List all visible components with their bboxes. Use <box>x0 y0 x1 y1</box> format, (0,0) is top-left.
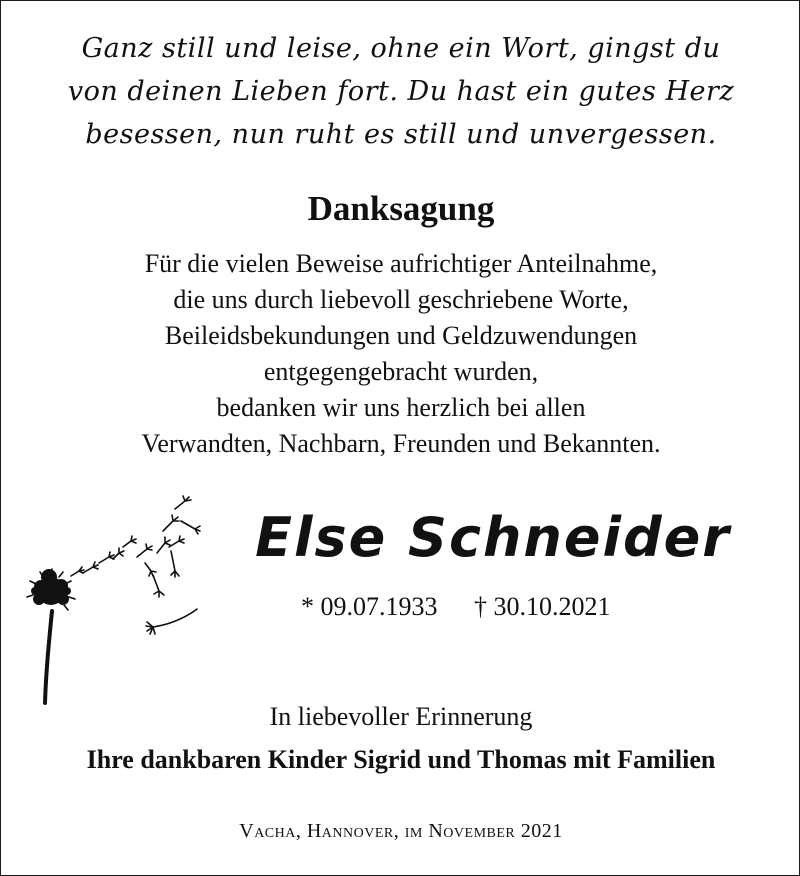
family-signature: Ihre dankbaren Kinder Sigrid und Thomas mit Familien <box>86 745 716 774</box>
place-and-date: Vacha, Hannover, im November 2021 <box>239 820 563 842</box>
birth-date: * 09.07.1933 <box>301 592 438 621</box>
thanks-line-3: Beileidsbekundungen und Geldzuwendungen <box>164 321 638 350</box>
life-dates <box>301 589 741 625</box>
verse <box>1 27 800 156</box>
thanks-line-1: Für die vielen Beweise aufrichtiger Anteilnahme, <box>144 249 658 278</box>
thanks-text <box>1 246 800 462</box>
verse-line-2: von deinen Lieben fort. Du hast ein gutes Herz <box>67 76 735 107</box>
deceased-name: Else Schneider <box>255 506 731 569</box>
thanks-line-6: Verwandten, Nachbarn, Freunden und Bekannten. <box>141 429 661 458</box>
memory-line: In liebevoller Erinnerung <box>269 702 533 731</box>
dandelion-icon <box>19 491 219 711</box>
thanks-line-2: die uns durch liebevoll geschriebene Worte, <box>173 285 629 314</box>
verse-line-1: Ganz still und leise, ohne ein Wort, gingst du <box>81 33 721 64</box>
heading: Danksagung <box>307 189 495 228</box>
thanks-line-4: entgegengebracht wurden, <box>263 357 539 386</box>
thanks-line-5: bedanken wir uns herzlich bei allen <box>216 393 586 422</box>
verse-line-3: besessen, nun ruht es still und unvergessen. <box>85 119 717 150</box>
death-date: † 30.10.2021 <box>474 592 611 621</box>
